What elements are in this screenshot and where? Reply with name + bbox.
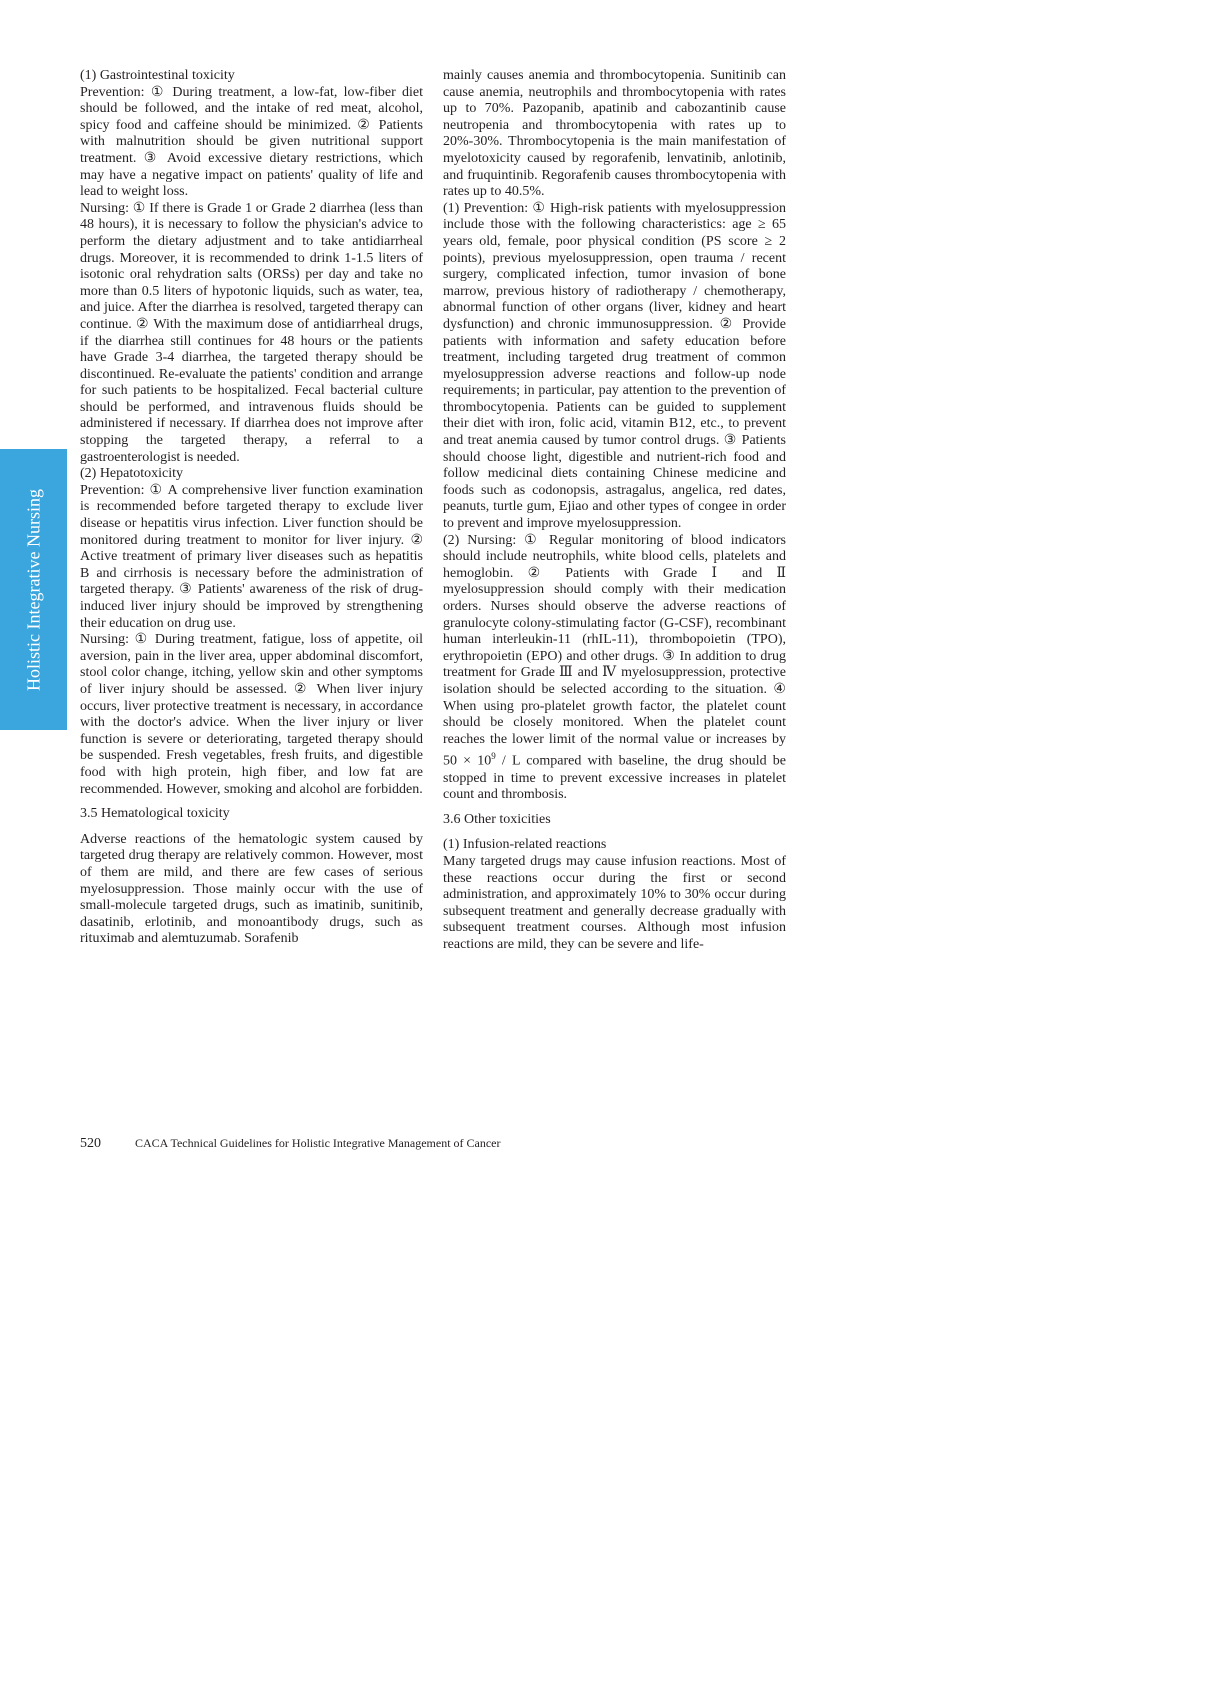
hema-nursing-text-a: (2) Nursing: ① Regular monitoring of blood indicators should include neutrophils, white blood cells, platelets and hemoglobin. ② Patients with Grade Ⅰ and Ⅱ myelosuppression should comply with their medication orders. Nurses should observe the adverse reactions of granulocyte colony-stimulating factor (G-CSF), recombinant human interleukin-11 (rhIL-11), thrombopoietin (TPO), erythropoietin (EPO) and other drugs. ③ In addition to drug treatment for Grade Ⅲ and Ⅳ myelosuppression, protective isolation should be selected according to the situation. ④ When using pro-platelet growth factor, the platelet count should be closely monitored. When the platelet count reaches the lower limit of the normal value or increases by 50 × 10 — [443, 532, 786, 769]
hema-nursing-exponent: 9 — [491, 751, 496, 762]
infusion-reactions-paragraph: Many targeted drugs may cause infusion reactions. Most of these reactions occur during the first or second administration, and approximately 10% to 30% occur during subsequent treatment and generally decrease gradually with subsequent treatment courses. Although most infusion reactions are mild, they can be severe and life- — [443, 853, 786, 952]
page-footer — [80, 1135, 501, 1152]
gi-toxicity-heading: (1) Gastrointestinal toxicity — [80, 68, 235, 83]
hep-nursing-paragraph: Nursing: ① During treatment, fatigue, loss of appetite, oil aversion, pain in the liver area, upper abdominal discomfort, stool color change, itching, yellow skin and other symptoms of liver injury should be assessed. ② When liver injury occurs, liver protective treatment is necessary, in accordance with the doctor's advice. When the liver injury or liver function is severe or deteriorating, targeted therapy should be suspended. Fresh vegetables, fresh fruits, and digestible food with high protein, high fiber, and low fat are recommended. However, smoking and alcohol are forbidden. — [80, 632, 423, 797]
right-column — [443, 68, 786, 954]
hepatotoxicity-heading: (2) Hepatotoxicity — [80, 466, 184, 482]
hep-prevention-paragraph: Prevention: ① A comprehensive liver function examination is recommended before targeted therapy to exclude liver disease or hepatitis virus infection. Liver function should be monitored during treatment to monitor for liver injury. ② Active treatment of primary liver diseases such as hepatitis B and cirrhosis is necessary before the administration of targeted therapy. ③ Patients' awareness of the risk of drug-induced liver injury should be improved by strengthening their education on drug use. — [80, 482, 423, 631]
gi-prevention-paragraph: Prevention: ① During treatment, a low-fat, low-fiber diet should be followed, and the intake of red meat, alcohol, spicy food and caffeine should be minimized. ② Patients with malnutrition should be given nutritional support treatment. ③ Avoid excessive dietary restrictions, which may have a negative impact on patients' quality of life and lead to weight loss. — [80, 84, 423, 200]
book-title: CACA Technical Guidelines for Holistic Integrative Management of Cancer — [135, 1136, 501, 1150]
other-toxicities-heading: 3.6 Other toxicities — [443, 811, 551, 827]
infusion-reactions-heading: (1) Infusion-related reactions — [443, 837, 607, 853]
hema-prevention-paragraph: (1) Prevention: ① High-risk patients with myelosuppression include those with the following characteristics: age ≥ 65 years old, female, poor physical condition (PS score ≥ 2 points), previous myelosuppression, open trauma / recent surgery, complicated infection, tumor invasion of bone marrow, previous history of radiotherapy / chemotherapy, abnormal function of other organs (liver, kidney and heart dysfunction) and chronic immunosuppression. ② Provide patients with information and safety education before treatment, including targeted drug treatment of common myelosuppression adverse reactions and follow-up node requirements; in particular, pay attention to the prevention of thrombocytopenia. Patients can be guided to supplement their diet with iron, folic acid, vitamin B12, etc., to prevent and treat anemia caused by tumor control drugs. ③ Patients should choose light, digestible and nutrient-rich food and follow medicinal diets containing Chinese medicine and foods such as codonopsis, astragalus, angelica, red dates, peanuts, turtle gum, Ejiao and other types of congee in order to prevent and improve myelosuppression. — [443, 200, 786, 532]
side-tab-label: Holistic Integrative Nursing — [23, 488, 43, 691]
hematological-toxicity-heading: 3.5 Hematological toxicity — [80, 806, 230, 822]
hematological-intro-paragraph: Adverse reactions of the hematologic system caused by targeted drug therapy are relatively common. However, most of them are mild, and there are few cases of serious myelosuppression. Those mainly occur with the use of small-molecule targeted drugs, such as imatinib, sunitinib, dasatinib, erlotinib, and monoantibody drugs, such as rituximab and alemtuzumab. Sorafenib — [80, 831, 423, 947]
side-tab — [0, 449, 67, 730]
left-column — [80, 68, 423, 948]
gi-nursing-paragraph: Nursing: ① If there is Grade 1 or Grade 2 diarrhea (less than 48 hours), it is necessary to follow the physician's advice to perform the dietary adjustment and to take antidiarrheal drugs. Moreover, it is recommended to drink 1-1.5 liters of isotonic oral rehydration salts (ORSs) per day and take no more than 0.5 liters of hypotonic liquids, such as water, tea, and juice. After the diarrhea is resolved, targeted therapy can continue. ② With the maximum dose of antidiarrheal drugs, if the diarrhea still continues for 48 hours or the patients have Grade 3-4 diarrhea, the targeted therapy should be discontinued. Re-evaluate the patients' condition and arrange for such patients to be hospitalized. Fecal bacterial culture should be performed, and intravenous fluids should be administered if necessary. If diarrhea does not improve after stopping the targeted therapy, a referral to a gastroenterologist is needed. — [80, 200, 423, 465]
page-number: 520 — [80, 1136, 101, 1151]
hema-nursing-paragraph — [443, 533, 786, 804]
hematological-continued-paragraph: mainly causes anemia and thrombocytopenia. Sunitinib can cause anemia, neutrophils and thrombocytopenia with rates up to 70%. Pazopanib, apatinib and cabozantinib cause neutropenia and thrombocytopenia with rates up to 20%-30%. Thrombocytopenia is the main manifestation of myelotoxicity caused by regorafenib, lenvatinib, anlotinib, and fruquintinib. Regorafenib causes thrombocytopenia with rates up to 40.5%. — [443, 68, 786, 200]
hema-nursing-text-b: / L compared with baseline, the drug should be stopped in time to prevent excessive increases in platelet count and thrombosis. — [443, 754, 786, 803]
